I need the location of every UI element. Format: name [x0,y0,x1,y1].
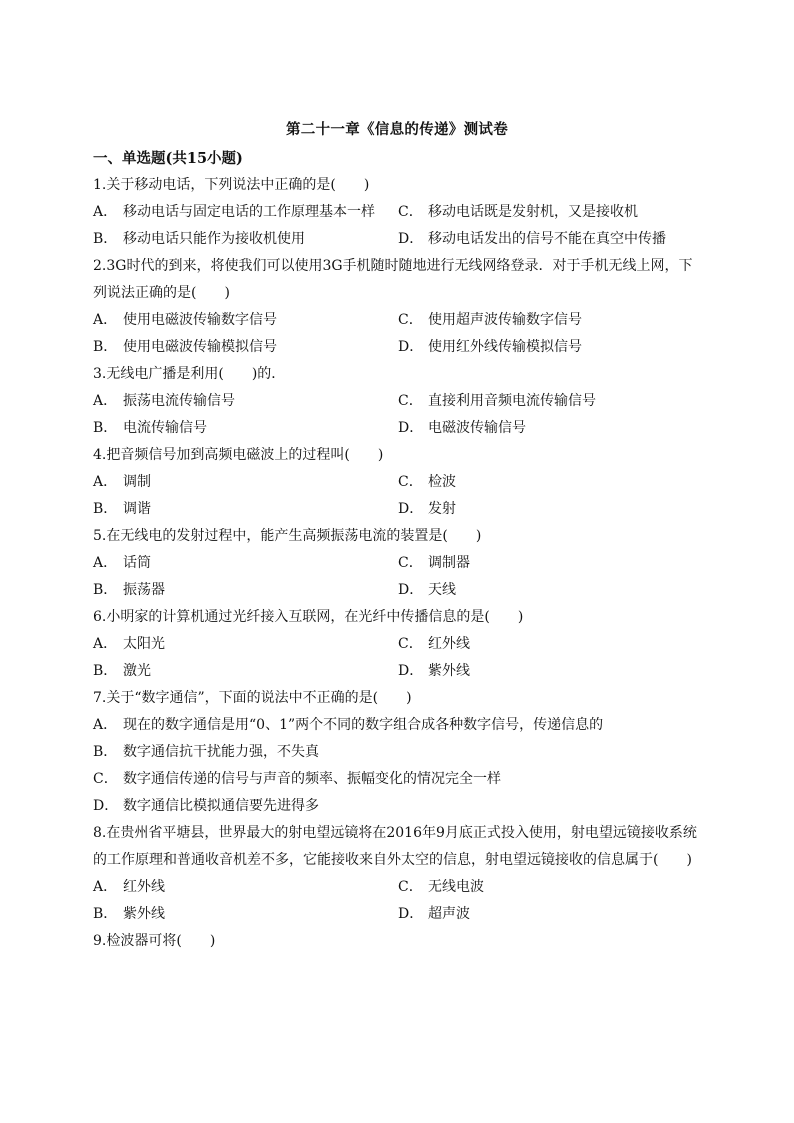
option-c[interactable]: C． 移动电话既是发射机，又是接收机 [398,204,638,220]
question-stem: 1.关于移动电话，下列说法中正确的是( ) [93,177,370,193]
question-item [93,685,703,820]
question-item [93,523,703,604]
question-item [93,253,703,361]
question-list [93,172,703,955]
option-row [93,307,703,334]
option-a[interactable]: A． 话筒 [93,555,151,571]
option-a[interactable]: A． 现在的数字通信是用“0、1”两个不同的数字组合成各种数字信号，传递信息的 [93,717,604,733]
option-row [93,199,703,226]
option-d[interactable]: D． 移动电话发出的信号不能在真空中传播 [398,231,666,247]
option-row [93,631,703,658]
question-stem: 9.检波器可将( ) [93,933,216,949]
question-stem: 6.小明家的计算机通过光纤接入互联网，在光纤中传播信息的是( ) [93,609,524,625]
option-row [93,388,703,415]
option-b[interactable]: B． 振荡器 [93,582,165,598]
option-row [93,334,703,361]
question-stem: 2.3G时代的到来，将使我们可以使用3G手机随时随地进行无线网络登录．对于手机无线上网，下列说法正确的是( ) [93,258,693,301]
question-stem: 8.在贵州省平塘县，世界最大的射电望远镜将在2016年9月底正式投入使用，射电望远镜接收系统的工作原理和普通收音机差不多，它能接收来自外太空的信息，射电望远镜接收的信息属于( ) [93,825,697,868]
question-item [93,172,703,253]
question-item [93,928,703,955]
option-row [93,658,703,685]
option-d[interactable]: D． 发射 [398,501,456,517]
option-d[interactable]: D． 电磁波传输信号 [398,420,526,436]
page-title: 第二十一章《信息的传递》测试卷 [286,121,508,138]
question-stem: 7.关于“数字通信”，下面的说法中不正确的是( ) [93,690,412,706]
option-row [93,550,703,577]
option-a[interactable]: A． 太阳光 [93,636,165,652]
question-item [93,361,703,442]
option-b[interactable]: B． 紫外线 [93,906,165,922]
option-d[interactable]: D． 超声波 [398,906,470,922]
option-b[interactable]: B． 移动电话只能作为接收机使用 [93,231,305,247]
option-c[interactable]: C． 调制器 [398,555,470,571]
option-a[interactable]: A． 移动电话与固定电话的工作原理基本一样 [93,204,375,220]
option-c[interactable]: C． 使用超声波传输数字信号 [398,312,582,328]
option-row [93,577,703,604]
option-c[interactable]: C． 直接利用音频电流传输信号 [398,393,596,409]
question-stem: 5.在无线电的发射过程中，能产生高频振荡电流的装置是( ) [93,528,482,544]
question-item [93,820,703,928]
option-a[interactable]: A． 振荡电流传输信号 [93,393,235,409]
option-b[interactable]: B． 调谐 [93,501,151,517]
option-d[interactable]: D． 数字通信比模拟通信要先进得多 [93,798,319,814]
option-b[interactable]: B． 电流传输信号 [93,420,207,436]
option-row [93,496,703,523]
option-row [93,901,703,928]
option-b[interactable]: B． 激光 [93,663,151,679]
option-c[interactable]: C． 无线电波 [398,879,484,895]
option-a[interactable]: A． 调制 [93,474,151,490]
option-d[interactable]: D． 天线 [398,582,456,598]
option-c[interactable]: C． 检波 [398,474,456,490]
option-d[interactable]: D． 使用红外线传输模拟信号 [398,339,582,355]
option-row [93,469,703,496]
option-c[interactable]: C． 红外线 [398,636,470,652]
option-b[interactable]: B． 使用电磁波传输模拟信号 [93,339,277,355]
option-b[interactable]: B． 数字通信抗干扰能力强，不失真 [93,744,319,760]
option-d[interactable]: D． 紫外线 [398,663,470,679]
option-c[interactable]: C． 数字通信传递的信号与声音的频率、振幅变化的情况完全一样 [93,771,501,787]
option-row [93,874,703,901]
option-row [93,226,703,253]
option-a[interactable]: A． 红外线 [93,879,165,895]
option-row [93,415,703,442]
question-stem: 4.把音频信号加到高频电磁波上的过程叫( ) [93,447,384,463]
question-item [93,604,703,685]
question-item [93,442,703,523]
question-stem: 3.无线电广播是利用( )的． [93,366,286,382]
option-a[interactable]: A． 使用电磁波传输数字信号 [93,312,277,328]
section-heading: 一、单选题(共15小题) [93,150,243,167]
